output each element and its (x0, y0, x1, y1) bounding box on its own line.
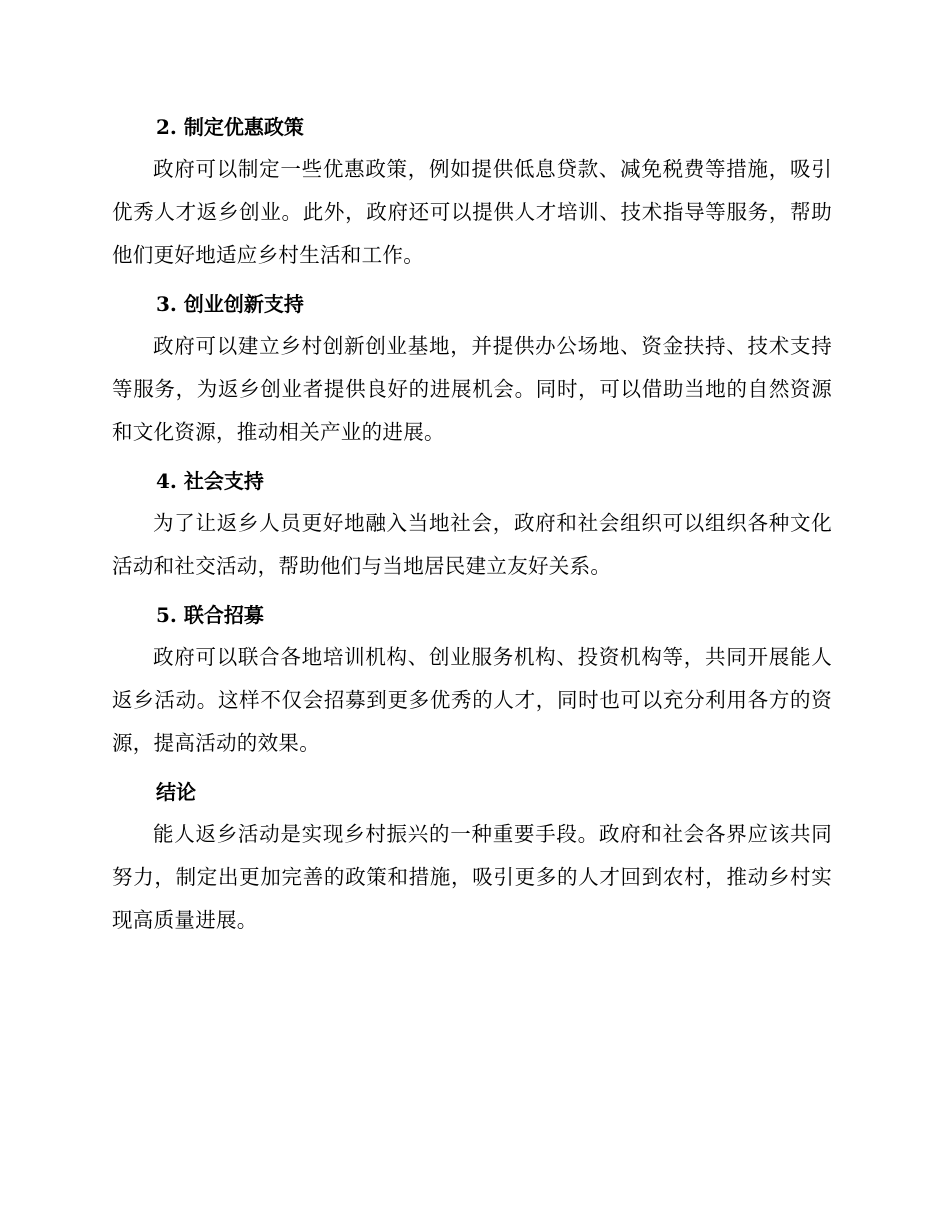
section-heading-conclusion: 结论 (156, 780, 196, 804)
section-paragraph-entrepreneurship-support: 政府可以建立乡村创新创业基地，并提供办公场地、资金扶持、技术支持等服务，为返乡创业者提供良好的进展机会。同时，可以借助当地的自然资源和文化资源，推动相关产业的进展。 (112, 334, 832, 444)
section-heading-preferential-policies: 2. 制定优惠政策 (156, 115, 304, 139)
section-heading-social-support: 4. 社会支持 (156, 469, 264, 493)
document-body (112, 106, 832, 948)
section-paragraph-conclusion: 能人返乡活动是实现乡村振兴的一种重要手段。政府和社会各界应该共同努力，制定出更加完善的政策和措施，吸引更多的人才回到农村，推动乡村实现高质量进展。 (112, 822, 832, 932)
section-paragraph-preferential-policies: 政府可以制定一些优惠政策，例如提供低息贷款、减免税费等措施，吸引优秀人才返乡创业。此外，政府还可以提供人才培训、技术指导等服务，帮助他们更好地适应乡村生活和工作。 (112, 157, 832, 267)
section-paragraph-joint-recruitment: 政府可以联合各地培训机构、创业服务机构、投资机构等，共同开展能人返乡活动。这样不仅会招募到更多优秀的人才，同时也可以充分利用各方的资源，提高活动的效果。 (112, 645, 832, 755)
section-heading-entrepreneurship-support: 3. 创业创新支持 (156, 292, 304, 316)
section-paragraph-social-support: 为了让返乡人员更好地融入当地社会，政府和社会组织可以组织各种文化活动和社交活动，帮助他们与当地居民建立友好关系。 (112, 511, 832, 578)
section-heading-joint-recruitment: 5. 联合招募 (156, 603, 264, 627)
